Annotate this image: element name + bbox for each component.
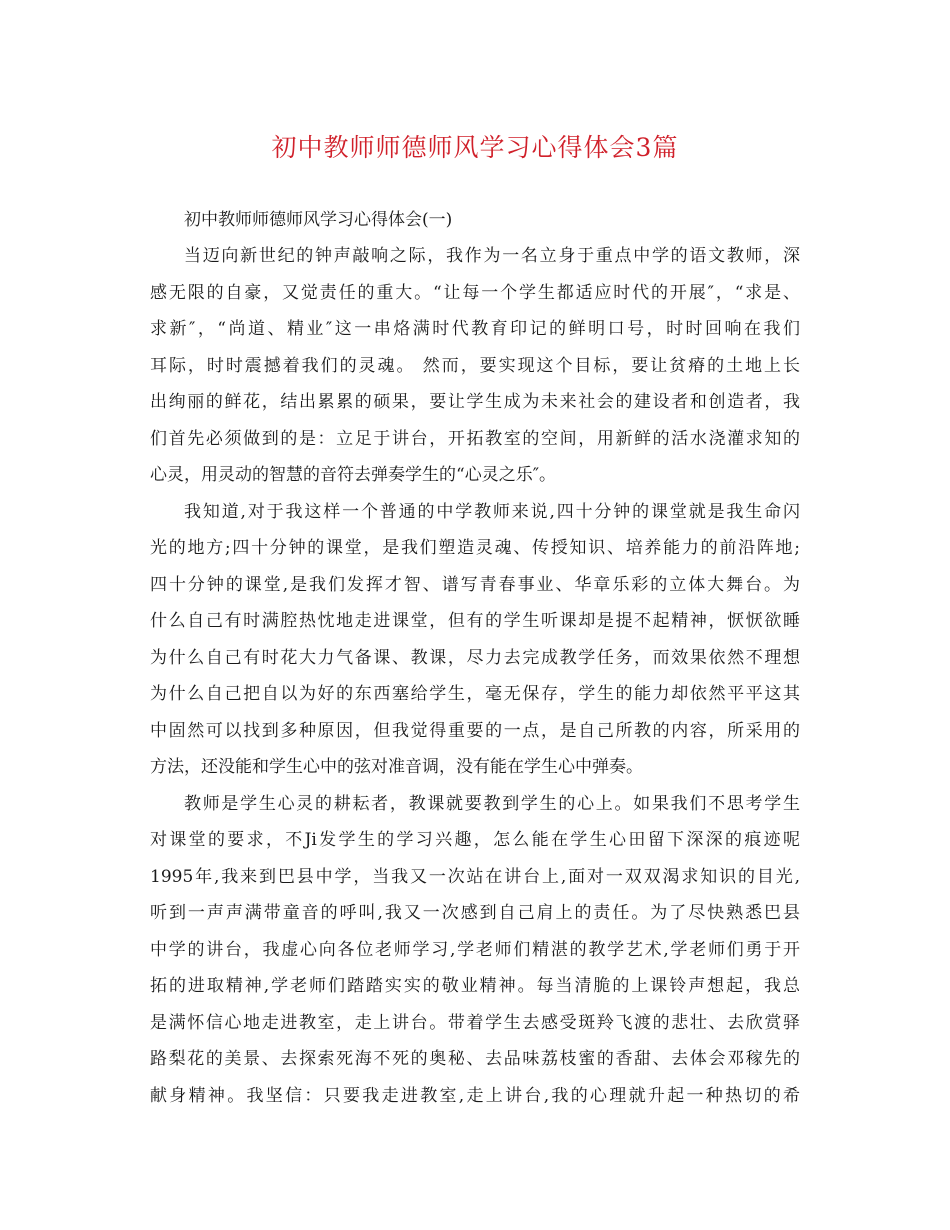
paragraph-line: 光的地方;四十分钟的课堂，是我们塑造灵魂、传授知识、培养能力的前沿阵地; xyxy=(150,538,800,558)
paragraph-line: 出绚丽的鲜花，结出累累的硕果，要让学生成为未来社会的建设者和创造者，我 xyxy=(150,392,800,412)
section-heading: 初中教师师德师风学习心得体会(一) xyxy=(184,210,453,230)
paragraph-line: 什么自己有时满腔热忱地走进课堂，但有的学生听课却是提不起精神，恹恹欲睡 xyxy=(150,611,800,631)
paragraph-line: 为什么自己把自以为好的东西塞给学生，毫无保存，学生的能力却依然平平这其 xyxy=(150,684,800,704)
paragraph-line: 中学的讲台，我虚心向各位老师学习,学老师们精湛的教学艺术,学老师们勇于开 xyxy=(150,939,800,960)
document-title: 初中教师师德师风学习心得体会3篇 xyxy=(271,133,679,162)
document-body xyxy=(150,202,800,1114)
paragraph-1 xyxy=(150,238,800,494)
paragraph-line: 对课堂的要求，不Ji发学生的学习兴趣，怎么能在学生心田留下深深的痕迹呢 xyxy=(150,830,800,850)
paragraph-line: 心灵，用灵动的智慧的音符去弹奏学生的“心灵之乐″。 xyxy=(150,465,557,485)
paragraph-line: 方法，还没能和学生心中的弦对准音调，没有能在学生心中弹奏。 xyxy=(150,757,643,777)
paragraph-line: 教师是学生心灵的耕耘者，教课就要教到学生的心上。如果我们不思考学生 xyxy=(184,793,800,814)
paragraph-line: 拓的进取精神,学老师们踏踏实实的敬业精神。每当清脆的上课铃声想起，我总 xyxy=(150,976,800,996)
paragraph-line: 中固然可以找到多种原因，但我觉得重要的一点，是自己所教的内容，所采用的 xyxy=(150,720,800,741)
paragraph-line: 耳际，时时震撼着我们的灵魂。 然而，要实现这个目标，要让贫瘠的土地上长 xyxy=(150,355,800,376)
paragraph-line: 们首先必须做到的是：立足于讲台，开拓教室的空间，用新鲜的活水浇灌求知的 xyxy=(150,428,800,449)
paragraph-3 xyxy=(150,786,800,1115)
paragraph-line: 献身精神。我坚信：只要我走进教室,走上讲台,我的心理就升起一种热切的希 xyxy=(150,1085,800,1106)
paragraph-line: 路梨花的美景、去探索死海不死的奥秘、去品味荔枝蜜的香甜、去体会邓稼先的 xyxy=(150,1049,800,1069)
paragraph-line: 听到一声声满带童音的呼叫,我又一次感到自己肩上的责任。为了尽快熟悉巴县 xyxy=(150,903,800,923)
paragraph-line: 当迈向新世纪的钟声敲响之际，我作为一名立身于重点中学的语文教师，深 xyxy=(184,246,800,266)
paragraph-line: 我知道,对于我这样一个普通的中学教师来说,四十分钟的课堂就是我生命闪 xyxy=(184,501,800,522)
paragraph-line: 感无限的自豪，又觉责任的重大。“让每一个学生都适应时代的开展″，“求是、 xyxy=(150,282,800,303)
paragraph-line: 四十分钟的课堂,是我们发挥才智、谱写青春事业、华章乐彩的立体大舞台。为 xyxy=(150,574,800,595)
paragraph-line: 1995年,我来到巴县中学，当我又一次站在讲台上,面对一双双渴求知识的目光, xyxy=(150,866,800,887)
paragraph-2 xyxy=(150,494,800,786)
paragraph-line: 为什么自己有时花大力气备课、教课，尽力去完成教学任务，而效果依然不理想 xyxy=(150,647,800,668)
paragraph-line: 求新″，“尚道、精业″这一串烙满时代教育印记的鲜明口号，时时回响在我们 xyxy=(150,319,800,339)
paragraph-line: 是满怀信心地走进教室，走上讲台。带着学生去感受斑羚飞渡的悲壮、去欣赏驿 xyxy=(150,1012,800,1033)
